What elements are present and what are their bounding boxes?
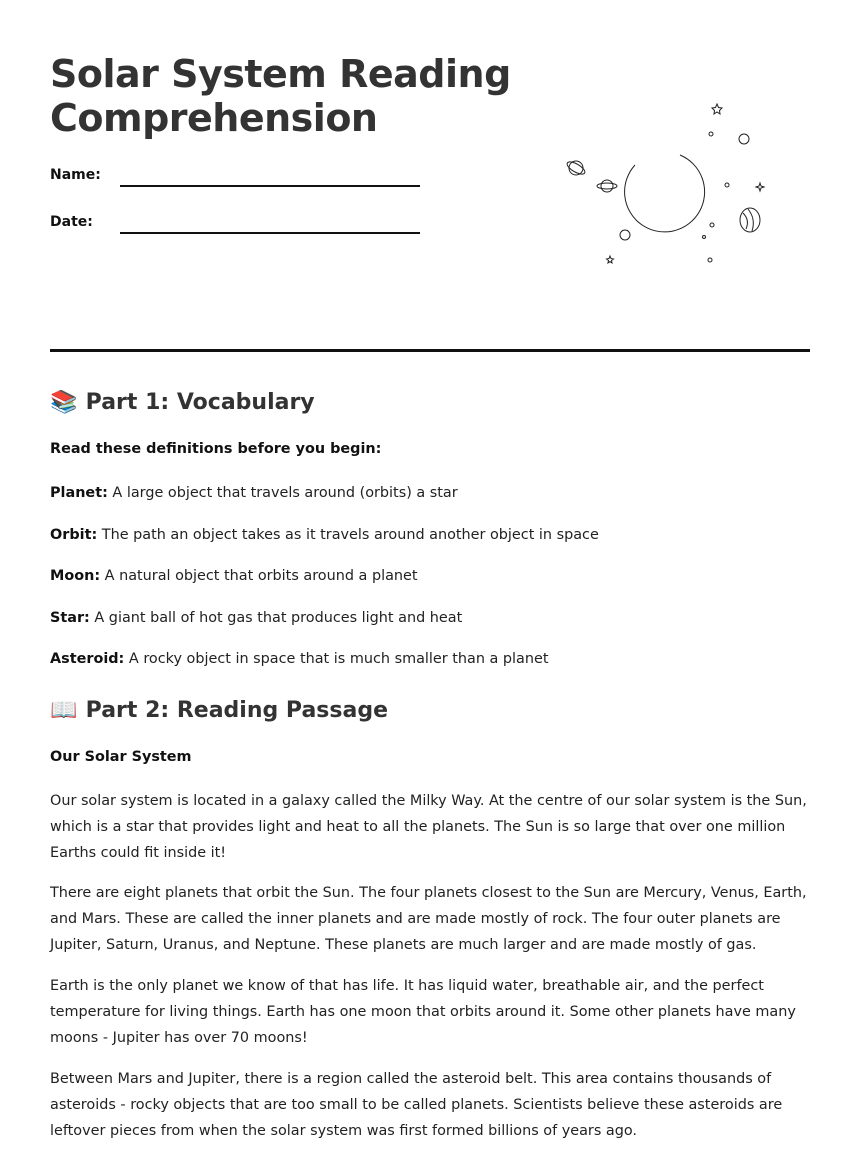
part2-heading xyxy=(50,698,388,723)
date-field-row xyxy=(50,214,430,244)
vocab-definition: A rocky object in space that is much smaller than a planet xyxy=(128,651,549,667)
star-dot-icon xyxy=(703,236,706,239)
solar-system-illustration-icon xyxy=(550,95,780,275)
ringed-planet-icon xyxy=(565,160,586,177)
sparkle-icon xyxy=(756,183,764,191)
star-dot-icon xyxy=(725,183,729,187)
vocab-item xyxy=(50,605,812,631)
star-dot-icon xyxy=(710,223,714,227)
vocab-item xyxy=(50,522,812,548)
star-dot-icon xyxy=(709,132,713,136)
sun-outline-icon xyxy=(625,155,705,232)
planet-dot-icon xyxy=(620,230,630,240)
star-icon xyxy=(712,104,722,114)
vocab-term: Asteroid: xyxy=(50,651,125,667)
star-dot-icon xyxy=(708,258,712,262)
part2-heading-text: Part 2: Reading Passage xyxy=(85,698,388,723)
books-icon: 📚 xyxy=(50,390,78,415)
passage-paragraph: Earth is the only planet we know of that has life. It has liquid water, breathable air, and the perfect temperature for living things. Earth has one moon that orbits around it. Some other planets have many moons - Jupiter has over 70 moons! xyxy=(50,978,796,1046)
part1-heading xyxy=(50,390,315,415)
vocab-term: Moon: xyxy=(50,568,101,584)
vocab-term: Star: xyxy=(50,610,90,626)
star-icon xyxy=(607,256,614,263)
worksheet-title: Solar System Reading Comprehension xyxy=(50,52,511,140)
passage-title: Our Solar System xyxy=(50,749,192,765)
date-label: Date: xyxy=(50,214,93,230)
vocab-item xyxy=(50,480,812,506)
header-divider xyxy=(50,349,810,352)
vocabulary-intro: Read these definitions before you begin: xyxy=(50,441,382,457)
vocab-item xyxy=(50,646,812,672)
vocab-definition: A giant ball of hot gas that produces light and heat xyxy=(94,610,463,626)
passage-paragraph: Between Mars and Jupiter, there is a region called the asteroid belt. This area contains thousands of asteroids - rocky objects that are too small to be called planets. Scientists believe these asteroids are leftover pieces from when the solar system was first formed billions of years ago. xyxy=(50,1071,783,1139)
name-field-row xyxy=(50,167,430,197)
vocab-definition: A large object that travels around (orbits) a star xyxy=(112,485,458,501)
vocab-item xyxy=(50,563,812,589)
passage-paragraph: Our solar system is located in a galaxy called the Milky Way. At the centre of our solar system is the Sun, which is a star that provides light and heat to all the planets. The Sun is so large that over one million Earths could fit inside it! xyxy=(50,793,807,861)
vocab-definition: A natural object that orbits around a planet xyxy=(104,568,418,584)
date-field[interactable] xyxy=(120,232,420,234)
name-label: Name: xyxy=(50,167,101,183)
saturn-icon xyxy=(597,180,617,192)
vocab-term: Orbit: xyxy=(50,527,98,543)
open-book-icon: 📖 xyxy=(50,698,78,723)
name-field[interactable] xyxy=(120,185,420,187)
planet-dot-icon xyxy=(739,134,749,144)
passage-paragraph: There are eight planets that orbit the Sun. The four planets closest to the Sun are Mercury, Venus, Earth, and Mars. These are called the inner planets and are made mostly of rock. The four outer planets are Jupiter, Saturn, Uranus, and Neptune. These planets are much larger and are made mostly of gas. xyxy=(50,885,807,953)
striped-planet-icon xyxy=(740,208,760,232)
part1-heading-text: Part 1: Vocabulary xyxy=(85,390,315,415)
vocab-definition: The path an object takes as it travels around another object in space xyxy=(101,527,599,543)
vocab-term: Planet: xyxy=(50,485,108,501)
